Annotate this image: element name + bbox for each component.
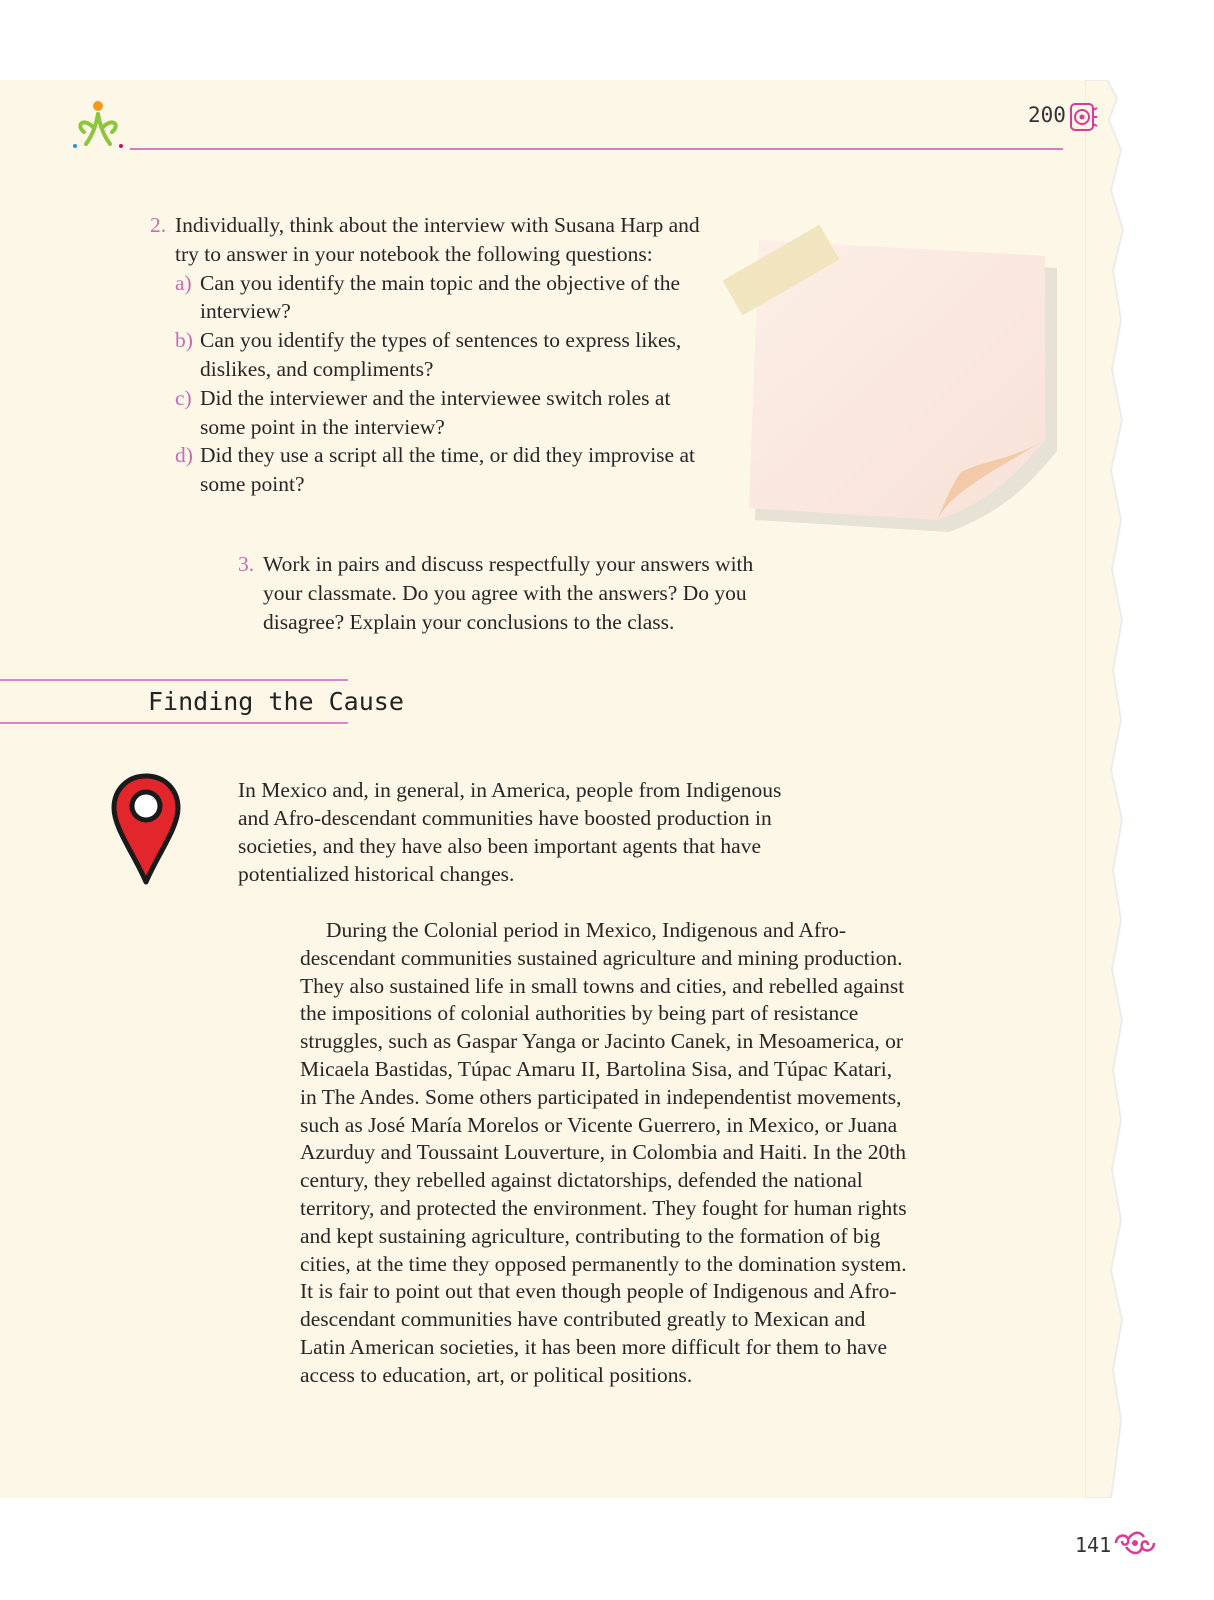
exercise-prompt: Work in pairs and discuss respectfully your answers with your classmate. Do you agree with the answers? Do you disagree? Explain your conclusions to the class.: [263, 552, 754, 634]
scroll-ornament-icon: [1110, 1527, 1160, 1559]
question-letter: b): [175, 328, 193, 353]
section-title: Finding the Cause: [148, 687, 404, 716]
question-item-b: [175, 326, 710, 384]
section-rule-bottom: [0, 722, 348, 724]
question-letter: a): [175, 270, 192, 295]
exercise-prompt: Individually, think about the interview with Susana Harp and try to answer in your notebook the following questions:: [175, 213, 700, 266]
exercise-3: [238, 550, 798, 636]
sprout-logo-icon: [72, 100, 128, 154]
header-page-number: 200: [1028, 103, 1066, 127]
question-text: Did they use a script all the time, or did they improvise at some point?: [200, 443, 695, 497]
question-item-c: [175, 384, 710, 442]
sticky-note-illustration: [715, 210, 1065, 540]
section-rule-top: [0, 679, 348, 681]
question-text: Can you identify the main topic and the objective of the interview?: [200, 270, 681, 324]
map-pin-icon: [110, 772, 182, 888]
section-body: During the Colonial period in Mexico, Indigenous and Afro-descendant communities sustained agriculture and mining production. They also sustained life in small towns and cities, and rebelled against the impositions of colonial authorities by being part of resistance struggles, such as Gaspar Yanga or Jacinto Canek, in Mesoamerica, or Micaela Bastidas, Túpac Amaru II, Bartolina Sisa, and Túpac Katari, in The Andes. Some others participated in independentist movements, such as José María Morelos or Vicente Guerrero, in Mexico, or Juana Azurduy and Toussaint Louverture, in Colombia and Haiti. In the 20th century, they rebelled against dictatorships, defended the national territory, and protected the environment. They fought for human rights and kept sustaining agriculture, contributing to the formation of big cities, at the time they opposed permanently to the domination system. It is fair to point out that even though people of Indigenous and Afro-descendant communities have contributed greatly to Mexican and Latin American societies, it has been more difficult for them to have access to education, art, or political positions.: [300, 918, 907, 1387]
question-text: Can you identify the types of sentences to express likes, dislikes, and compliments?: [200, 328, 682, 381]
question-text: Did the interviewer and the interviewee switch roles at some point in the interview?: [200, 385, 671, 439]
question-item-d: [175, 441, 710, 499]
header-rule: [130, 148, 1063, 150]
exercise-number: 3.: [238, 552, 255, 576]
torn-paper-edge: [1085, 80, 1125, 1498]
exercise-2: [150, 211, 710, 499]
section-intro: In Mexico and, in general, in America, people from Indigenous and Afro-descendant communities have boosted production in societies, and they have also been important agents that have potentialized historical changes.: [238, 778, 782, 886]
question-letter: c): [175, 385, 192, 410]
exercise-number: 2.: [150, 213, 167, 237]
question-item-a: [175, 269, 710, 327]
spiral-ornament-icon: [1068, 102, 1098, 132]
footer-page-number: 141: [1075, 1533, 1112, 1557]
question-letter: d): [175, 443, 193, 468]
